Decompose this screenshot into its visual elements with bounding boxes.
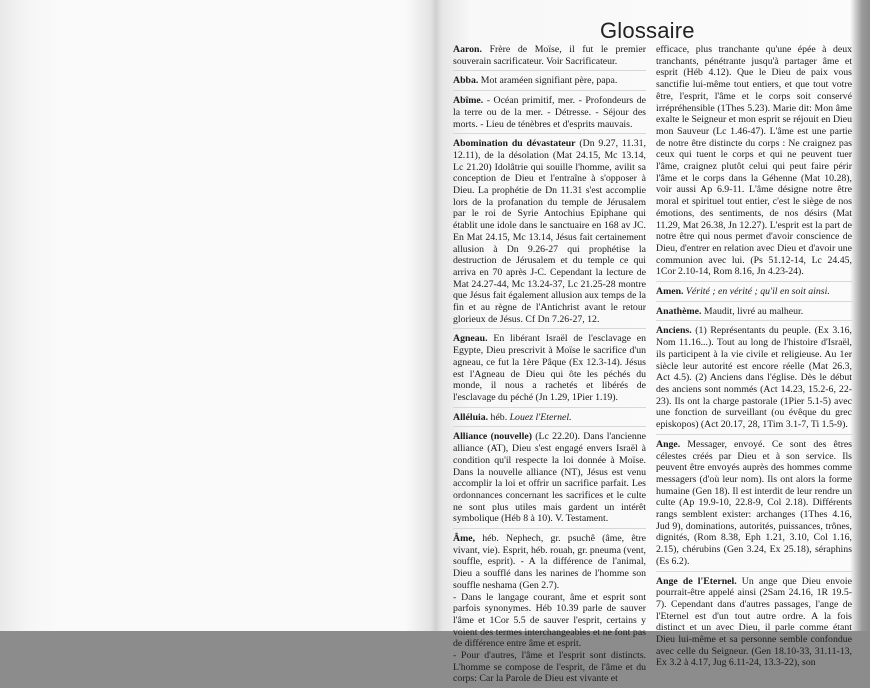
glossary-column-left — [453, 44, 646, 685]
entry-term: Anathème. — [656, 305, 702, 317]
glossary-entry — [656, 439, 852, 572]
entry-text: Mot araméen signifiant père, papa. — [478, 75, 618, 87]
entry-text: efficace, plus tranchante qu'une épée à deux tranchants, pénétrante jusqu'à partager âme et esprit (Héb 4.12). Que le Dieu de paix vous sanctifie lui-même tout entiers, et que tout votre être, l'esprit, l'âme et le corps soit conservé irrépréhensible (1Thes 5.23). Marie dit: Mon âme exalte le Seigneur et mon esprit se réjouit en Dieu mon Sauveur (Lc 1.46-47). L'âme est une partie de notre être distincte du corps : Ne craignez pas ceux qui tuent le corps et qui ne peuvent tuer l'âme, craignez plutôt celui qui peut faire périr l'âme et le corps dans la Géhenne (Mat 10.28), voir aussi Ap 6.9-11. L'âme désigne notre être moral et spirituel tout entier, c'est le siège de nos émotions, des sentiments, de nos désirs (Mat 11.29, Mat 26.38, Jn 12.27). L'esprit est la part de notre être qui nous permet d'avoir conscience de Dieu, d'entrer en relation avec Dieu et d'avoir une communion avec lui. (Ps 51.12-14, Lc 24.45, 1Cor 2.10-14, Rom 8.16, Jn 4.23-24). — [656, 44, 852, 278]
glossary-entry — [453, 431, 646, 529]
entry-term: Ange de l'Eternel. — [656, 575, 737, 587]
entry-text: Maudit, livré au malheur. — [701, 305, 804, 317]
glossary-column-right — [656, 44, 852, 669]
entry-italic-text: Louez l'Eternel. — [509, 411, 572, 423]
entry-text: (Dn 9.27, 11.31, 12.11), de la désolation (Mat 24.15, Mc 13.14, Lc 21.20) Idolâtrie qui souille l'homme, avilit sa conception de Dieu et l'entraîne à s'opposer à Dieu. La prophétie de Dn 11.31 s'est accomplie lors de la profanation du temple de Jérusalem par le roi de Syrie Antochius Epiphane qui établit une idole dans le sanctuaire en 168 av JC. En Mat 24.15, Mc 13.14, Jésus fait certainement allusion à Dn 9.26-27 qui prophétise la destruction de Jérusalem et du temple ce qui arriva en 70 après J-C. Cependant la lecture de Mat 24.27-44, Mc 13.24-37, Lc 21.25-28 montre que Jésus fait également allusion aux temps de la fin et au règne de l'Antichrist avant le retour glorieux de Jésus. Cf Dn 7.26-27, 12. — [453, 138, 646, 325]
entry-term: Abîme. — [453, 95, 484, 107]
entry-term: Alléluia. — [453, 411, 489, 423]
entry-text: Vérité ; en vérité ; qu'il en soit ainsi. — [683, 286, 830, 298]
entry-text: héb. Nephech, gr. psuchê (âme, être vivant, vie). Esprit, héb. rouah, gr. pneuma (vent, souffle, esprit). - A la différence de l'animal, Dieu a soufflé dans les narines de l'homme son souffle neshama (Gen 2.7). — [453, 533, 646, 591]
glossary-entry — [453, 333, 646, 407]
entry-text: Messager, envoyé. Ce sont des êtres célestes créés par Dieu et à son service. Ils peuvent être envoyés auprès des hommes comme messagers (d'où leur nom). Ils ont alors la forme humaine (Gen 18). Il est interdit de leur rendre un culte (Ap 19.9-10, 22.8-9, Col 2.18). Différents rangs semblent exister: archanges (1Thes 4.16, Jud 9), dominations, autorités, puissances, trônes, dignités, (Rom 8.38, Eph 1.21, 3.10, Col 1.16, 2.15), chérubins (Gen 3.24, Ex 25.18), séraphins (Es 6.2). — [656, 438, 852, 567]
entry-term: Amen. — [656, 286, 684, 298]
entry-text: (1) Représentants du peuple. (Ex 3.16, Nom 11.16...). Tout au long de l'histoire d'Israël, ils participent à la vie civile et religieuse. Au 1er siècle leur autorité est encore réelle (Mat 26.3, Act 4.5). (2) Anciens dans l'église. Dès le début des anciens sont nommés (Act 14.23, 15.2-6, 22-23). Ils ont la charge pastorale (1Pier 5.1-5) avec une fonction de surveillant (ou évêque du grec episkopos) (Act 20.17, 28, 1Tim 3.1-7, Ti 1.5-9). — [656, 325, 852, 431]
entry-text: En libérant Israël de l'esclavage en Egypte, Dieu prescrivit à Moïse le sacrifice d'un agneau, ce fut la 1ère Pâque (Ex 12.3-14). Jésus est l'Agneau de Dieu qui ôte les péchés du monde, il nous a rachetés et libérés de l'esclavage du péché (Jn 1.29, 1Pier 1.19). — [453, 333, 646, 403]
entry-term: Abomination du dévastateur — [453, 138, 576, 150]
entry-text: Frère de Moïse, il fut le premier souverain sacrificateur. Voir Sacrificateur. — [453, 44, 646, 67]
entry-term: Alliance (nouvelle) — [453, 431, 532, 443]
entry-text: Un ange que Dieu envoie pourrait-être appelé ainsi (2Sam 24.16, 1R 19.5-7). Cependant dans d'autres passages, l'ange de l'Eternel est d'un tout autre ordre. A la fois distinct et un avec Dieu, il parle comme étant Dieu lui-même et sa personne semble confondue avec celle du Seigneur. (Gen 18.10-33, 31.11-13, Ex 3.2 à 4.17, Jug 6.11-24, 13.3-22), son — [656, 575, 852, 669]
glossary-entry — [453, 75, 646, 91]
glossary-entry — [656, 325, 852, 434]
glossary-entry — [453, 412, 646, 428]
glossary-entry — [453, 44, 646, 71]
entry-text: - Océan primitif, mer. - Profondeurs de la terre ou de la mer. - Détresse. - Séjour des morts. - Lieu de ténèbres et d'esprits mauvais. — [453, 95, 646, 130]
glossary-entry — [656, 576, 852, 673]
entry-term: Agneau. — [453, 333, 488, 345]
entry-text: (Lc 22.20). Dans l'ancienne alliance (AT), Dieu s'est engagé envers Israël à condition qu'il respecte la loi donnée à Moïse. Dans la nouvelle alliance (NT), Jésus est venu accomplir la loi et offrir un sacrifice parfait. Les ordonnances concernant les sacrifices et le culte ne sont plus utiles mais gardent un intérêt symbolique (Héb 8 à 10). V. Testament. — [453, 431, 646, 525]
entry-term: Anciens. — [656, 325, 692, 337]
entry-term: Ange. — [656, 438, 681, 450]
glossary-entry — [453, 138, 646, 329]
glossary-entry — [656, 306, 852, 322]
glossary-entry-ame — [453, 533, 646, 688]
entry-paragraph: - Pour d'autres, l'âme et l'esprit sont distincts. L'homme se compose de l'esprit, de l'âme et du corps: Car la Parole de Dieu est vivante et — [453, 650, 646, 685]
entry-paragraph: - Dans le langage courant, âme et esprit sont parfois synonymes. Héb 10.39 parle de sauver l'âme et 1Cor 5.5 de sauver l'esprit, certains y voient des termes interchangeables et ne font pas de différence entre âme et esprit. — [453, 591, 646, 650]
entry-term: Âme, — [453, 533, 476, 545]
entry-term: Aaron. — [453, 44, 482, 55]
glossary-entry-continuation — [656, 44, 852, 282]
glossary-entry — [453, 95, 646, 134]
glossary-entry — [656, 286, 852, 302]
entry-text: héb. — [488, 411, 510, 423]
page-title: Glossaire — [600, 18, 695, 43]
entry-term: Abba. — [453, 75, 479, 87]
